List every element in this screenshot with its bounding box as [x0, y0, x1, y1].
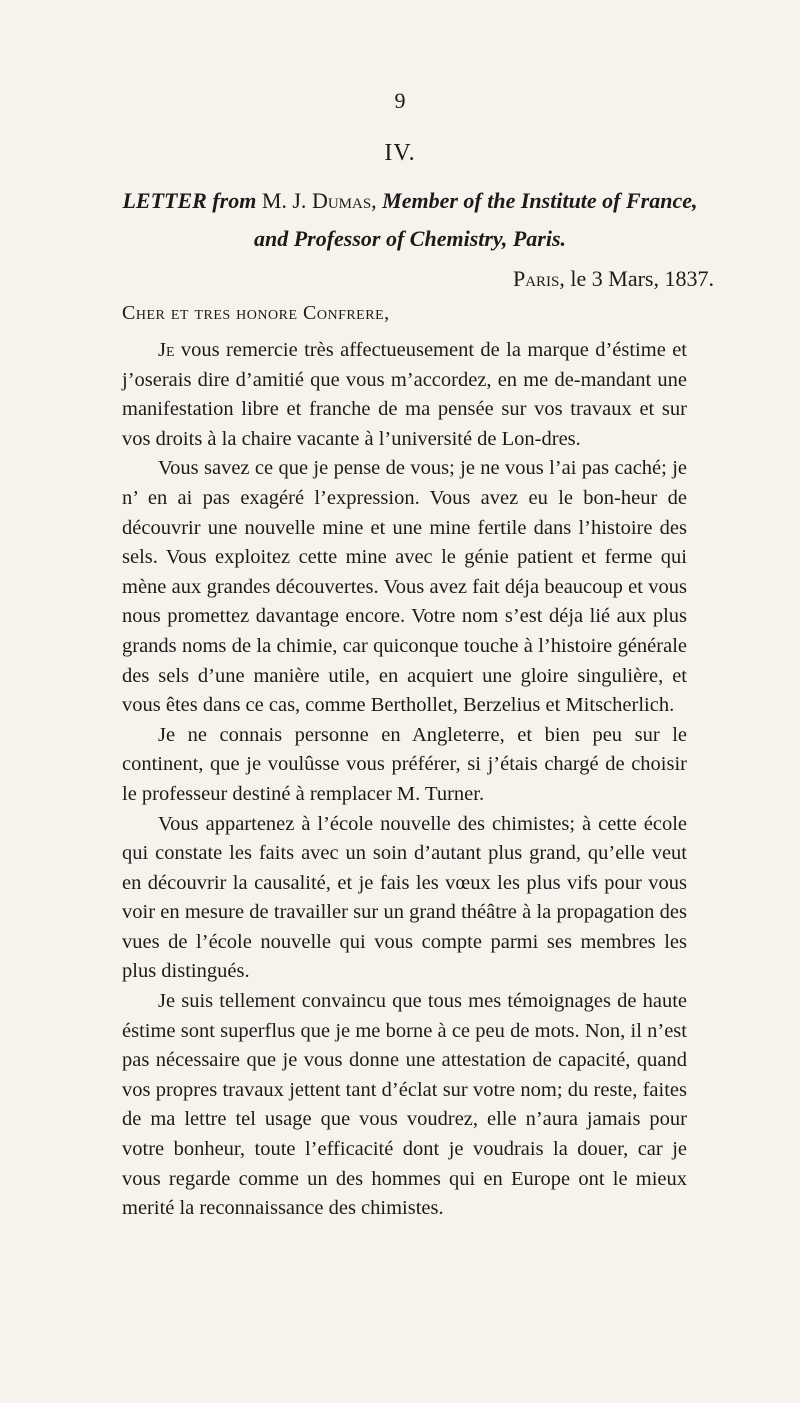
paragraph [122, 336, 687, 454]
author-surname: Dumas, [311, 188, 377, 213]
paragraph-text: vous remercie très affectueusement de la marque d’éstime et j’oserais dire d’amitié que vous m’accordez, en me de-mandant une manifestation libre et franche de ma pensée sur vos travaux et sur vos droits à la chaire vacante à l’université de Lon-dres. [122, 339, 687, 450]
paragraph-text: Vous savez ce que je pense de vous; je ne vous l’ai pas caché; je n’ en ai pas exagéré l’expression. Vous avez eu le bon-heur de découvrir une nouvelle mine et une mine fertile dans l’histoire des sels. Vous exploitez cette mine avec le génie patient et ferme qui mène aux grandes découvertes. Vous avez fait déja beaucoup et vous nous promettez davantage encore. Votre nom s’est déja lié aux plus grands noms de la chimie, car quiconque touche à l’histoire générale des sels d’une manière utile, en acquiert une gloire singulière, et vous êtes dans ce cas, comme Berthollet, Berzelius et Mitscherlich. [122, 457, 687, 717]
paragraph-text: Je suis tellement convaincu que tous mes témoignages de haute éstime sont superflus que je me borne à ce peu de mots. Non, il n’est pas nécessaire que je vous donne une attestation de capacité, quand vos propres travaux jettent tant d’éclat sur votre nom; du reste, faites de ma lettre tel usage que vous voudrez, elle n’aura jamais pour votre bonheur, toute l’efficacité dont je voudrais la douer, car je vous regarde comme un des hommes qui en Europe ont le mieux merité la reconnaissance des chimistes. [122, 990, 687, 1220]
paragraph [122, 454, 687, 720]
dateline-date: le 3 Mars, 1837. [570, 266, 714, 291]
paragraph [122, 721, 687, 810]
paragraph [122, 987, 687, 1224]
dateline-place: Paris, [512, 266, 565, 291]
section-numeral: IV. [384, 140, 416, 166]
member-of: Member of the Institute of France, [382, 188, 698, 213]
letter-body [122, 336, 687, 1224]
letter-label: LETTER from [122, 188, 257, 213]
author-initials: M. J. [261, 188, 307, 213]
dateline [513, 266, 714, 292]
paragraph-text: Vous appartenez à l’école nouvelle des chimistes; à cette école qui constate les faits avec un soin d’autant plus grand, qu’elle veut en découvrir la causalité, et je fais les vœux les plus vifs pour vous voir en mesure de travailler sur un grand théâtre à la propagation des vues de l’école nouvelle qui vous compte parmi ses membres les plus distingués. [122, 812, 687, 983]
letter-heading [110, 182, 710, 258]
professor-line: and Professor of Chemistry, Paris. [253, 226, 567, 251]
page-number: 9 [394, 88, 406, 113]
paragraph-text: Je ne connais personne en Angleterre, et bien peu sur le continent, que je voulûsse vous préférer, si j’étais chargé de choisir le professeur destiné à remplacer M. Turner. [122, 723, 687, 805]
paragraph [122, 810, 687, 988]
paragraph-lead: Je [158, 339, 175, 361]
salutation: Cher et tres honore Confrere, [122, 302, 390, 324]
